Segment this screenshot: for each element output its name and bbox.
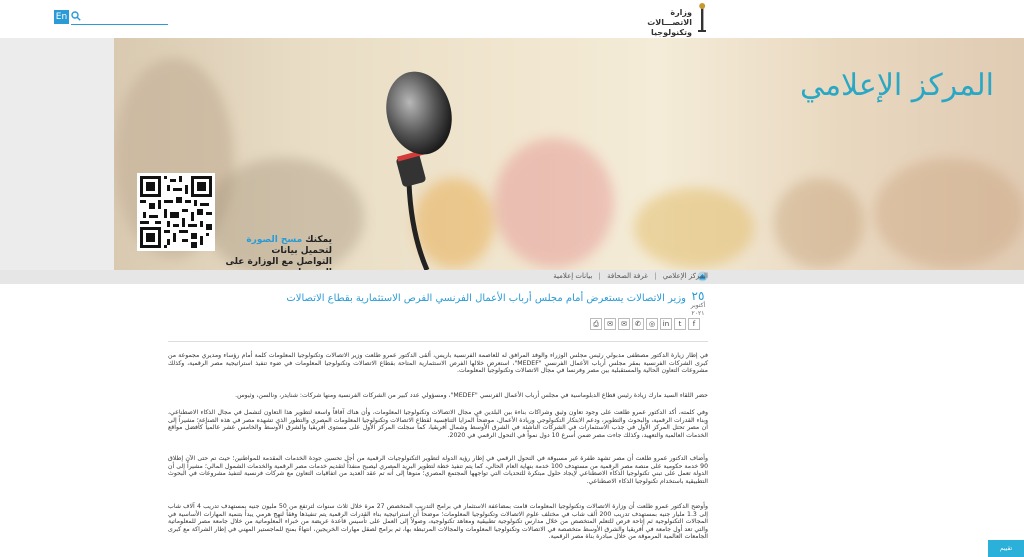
qr-code [137,173,215,251]
qr-caption-prefix: يمكنك [305,235,332,245]
qr-code-icon [140,176,212,248]
article-paragraph-3: وفي كلمته، أكد الدكتور عمرو طلعت على وجود تعاون وثيق وشراكات بناءة بين البلدين في مجال الاتصالات وتكنولوجيا المعلومات، وأن هناك آفاقاً واسعة لتطوير هذا التعاون لتشمل في مجال الذكاء الاصطناعي، وبناء القدرات الرقمية، والبحوث والتطوير، ودعم الابتكار التكنولوجي وريادة الأعمال، موضحاً المزايا التنافسية لقطاع الاتصالات وتكنولوجيا المعلومات المصري والتطور الذي تشهده مصر في هذه الصناعة؛ مشيراً إلى أن مصر تحتل المركز الأول في جذب الاستثمارات في الشركات الناشئة في الشرق الأوسط وشمال أفريقيا، كما سجلت المركز الأول على مستوى أفريقيا والشرق الأوسط والخامس عشر عالمياً كأفضل مواقع الخدمات العالمية والتعهيد، وكذلك جاءت مصر ضمن أسرع 10 دول نمواً في التحول الرقمي في 2020. [168,409,708,439]
date-month: أكتوبر [690,302,706,309]
facebook-share-icon[interactable]: f [688,318,700,330]
date-day: ٢٥ [691,289,705,303]
search-input[interactable] [85,9,167,24]
divider [168,341,708,342]
breadcrumb-item-press-room[interactable]: غرفة الصحافة [607,272,648,280]
logo-line-1: وزارة الاتصـــالات [647,8,692,27]
logo-line-2: وتكنولوجيا [651,28,692,37]
language-switch-button[interactable]: En [55,12,68,22]
qr-caption-accent: مسح الصورة [246,235,303,245]
article-title: وزير الاتصالات يستعرض أمام مجلس أرباب الأعمال الفرنسي الفرص الاستثمارية بقطاع الاتصالات [286,293,686,304]
breadcrumb-item-media-center[interactable]: المركز الإعلامي [662,272,708,280]
mail-share-icon[interactable]: ✉ [604,318,616,330]
date-year: ٢٠٢١ [691,310,705,317]
breadcrumb-bar [0,270,1024,284]
print-icon[interactable]: ⎙ [590,318,602,330]
breadcrumb [553,272,708,280]
whatsapp-share-icon[interactable]: ✆ [632,318,644,330]
qr-caption-line1-rest: لتحميل بيانات [271,246,332,256]
linkedin-share-icon[interactable]: in [660,318,672,330]
instagram-share-icon[interactable]: ◎ [646,318,658,330]
microphone-icon [369,63,479,270]
ministry-logo[interactable] [628,2,710,36]
qr-caption-line2: التواصل مع الوزارة على [225,257,332,267]
article-paragraph-5: وأوضح الدكتور عمرو طلعت أن وزارة الاتصالات وتكنولوجيا المعلومات قامت بمضاعفة الاستثمار في برامج التدريب المتخصص 27 مرة خلال ثلاث سنوات لترتفع من 50 مليون جنيه بمستهدف تدريب 4 آلاف شاب إلى 1.3 مليار جنيه بمستهدف تدريب 200 ألف شاب في مختلف علوم الاتصالات وتكنولوجيا المعلومات؛ موضحاً أن استراتيجية بناء القدرات الرقمية يتم تنفيذها وفقاً لنهج هرمي يبدأ بتنمية المهارات الأساسية في المجالات التكنولوجية ثم إتاحة فرص للتعلم المتخصص من خلال مدارس تكنولوجية تطبيقية ومعاهد تكنولوجية، وصولاً إلى العمل على تأسيس قاعدة عريضة من خبراء المعلوماتية من خلال جامعة مصر للمعلوماتية والتي تعد أول جامعة في أفريقيا والشرق الأوسط متخصصة في الاتصالات وتكنولوجيا المعلومات والمجالات المرتبطة بها، ثم برامج لصقل مهارات الخريجين، انتهاءً بمنح للماجستير المهني في إطار الشراكة مع كبرى الجامعات العالمية المرموقة من خلال مبادرة بناة مصر الرقمية. [168,503,709,541]
logo-emblem-icon [696,2,708,34]
media-center-banner [0,38,1024,270]
email-share-icon[interactable]: ✉ [618,318,630,330]
article-paragraph-4: وأضاف الدكتور عمرو طلعت أن مصر تشهد طفرة غير مسبوقة في التحول الرقمي في إطار رؤية الدولة لتطوير التكنولوجيات الرقمية من أجل تحسين جودة الخدمات المقدمة للمواطنين؛ حيث تم حتى الآن إطلاق 90 خدمة حكومية على منصة مصر الرقمية من مستهدف 100 خدمة بنهاية العام الحالي، كما يتم تنفيذ خطة لتطوير البريد المصري ليصبح منفذاً لتقديم خدمات مصر الرقمية والخدمات الشمول المالي؛ مشيراً إلى أن الدولة تعمل على تبني تكنولوجيا الذكاء الاصطناعي لإيجاد حلول مبتكرة للتحديات التي تواجهها المجتمع المصري؛ منوهاً إلى أنه تم عقد العديد من اتفاقيات التعاون مع شركات فرنسية لتنفيذ مشروعات في البحوث التطبيقية باستخدام تكنولوجيا الذكاء الاصطناعي. [168,455,709,485]
breadcrumb-item-press-releases[interactable]: بيانات إعلامية [553,272,593,280]
breadcrumb-separator: | [598,272,601,280]
breadcrumb-separator: | [654,272,657,280]
article-paragraph-1: في إطار زيارة الدكتور مصطفى مدبولي رئيس مجلس الوزراء والوفد المرافق له للعاصمة الفرنسية باريس، ألقى الدكتور عمرو طلعت وزير الاتصالات وتكنولوجيا المعلومات كلمة أمام رؤساء ومديري مجموعة من كبرى الشركات الفرنسية بمقر مجلس أرباب الأعمال الفرنسي "MEDEF"، استعرض خلالها الفرص الاستثمارية المتاحة بقطاع الاتصالات وتكنولوجيا المعلومات في ضوء تنفيذ استراتيجية مصر الرقمية، وكذلك مشروعات التعاون الحالية والمستقبلية بين مصر وفرنسا في مجال الاتصالات وتكنولوجيا المعلومات. [168,352,709,375]
search-icon[interactable] [71,11,81,21]
article-paragraph-2: حضر اللقاء السيد مارك زيادة رئيس قطاع الدبلوماسية في مجلس أرباب الأعمال الفرنسي "MEDEF"، ومسؤولي عدد كبير من الشركات الفرنسية ومنها شركات: شنايدر، ونالسن، وثيوس. [235,392,708,399]
feedback-tab[interactable]: تقييم [988,540,1024,557]
twitter-share-icon[interactable]: t [674,318,686,330]
banner-title: المركز الإعلامي [799,68,994,103]
top-header [0,0,1024,38]
article-date [688,290,708,317]
search-box [71,9,168,25]
